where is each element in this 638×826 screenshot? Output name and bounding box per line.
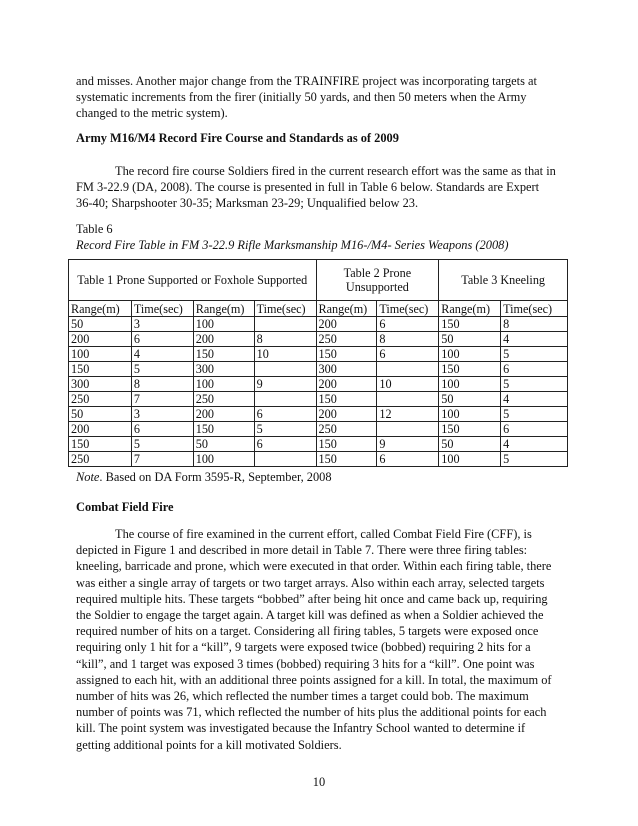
text-line: 36-40; Sharpshooter 30-35; Marksman 23-29; Unqualified below 23.	[76, 196, 419, 211]
table-cell: 200	[193, 332, 254, 347]
table-cell: 8	[254, 332, 316, 347]
column-header: Range(m)	[439, 301, 501, 317]
table-cell: 7	[131, 452, 193, 467]
table-cell: 5	[501, 407, 568, 422]
table-cell: 150	[193, 422, 254, 437]
table-cell: 50	[193, 437, 254, 452]
table-cell: 100	[69, 347, 132, 362]
table-row	[69, 332, 568, 347]
table-cell: 6	[501, 362, 568, 377]
table-cell: 300	[316, 362, 377, 377]
table-note	[76, 470, 332, 485]
table-cell: 250	[316, 332, 377, 347]
table-cell: 6	[131, 332, 193, 347]
table-cell: 150	[316, 452, 377, 467]
table-row	[69, 362, 568, 377]
table-cell: 6	[377, 317, 439, 332]
record-fire-table	[68, 259, 568, 467]
table-cell: 5	[501, 347, 568, 362]
group-header-table1: Table 1 Prone Supported or Foxhole Supported	[69, 260, 317, 301]
table-cell: 4	[501, 437, 568, 452]
text-line: kneeling, barricade and prone, which were executed in that order. Within each firing table, there	[76, 559, 552, 574]
table-cell	[254, 317, 316, 332]
text-line: kill. The point system was investigated because the Infantry School wanted to determine if	[76, 721, 526, 736]
page-number: 10	[312, 775, 326, 789]
table-cell: 250	[193, 392, 254, 407]
text-line: requiring only 1 hit for a “kill”, 9 targets were exposed twice (bobbed) requiring 2 hits for a	[76, 640, 531, 655]
table-row	[69, 377, 568, 392]
table-cell: 5	[501, 452, 568, 467]
column-header: Time(sec)	[501, 301, 568, 317]
section-heading-combat-field-fire: Combat Field Fire	[76, 500, 174, 514]
table-cell: 6	[377, 347, 439, 362]
text-line: changed to the metric system).	[76, 106, 228, 121]
table-cell: 50	[439, 332, 501, 347]
text-line: assigned to each hit, with an additional three points assigned for a kill. In total, the maximum of	[76, 672, 552, 687]
table-cell: 150	[193, 347, 254, 362]
group-header-table2: Table 2 Prone Unsupported	[316, 260, 439, 301]
table-cell: 50	[439, 392, 501, 407]
table-cell: 100	[193, 377, 254, 392]
note-label: Note	[76, 470, 100, 484]
table-cell: 8	[131, 377, 193, 392]
table-row	[69, 422, 568, 437]
table-row	[69, 347, 568, 362]
table-cell	[254, 392, 316, 407]
text-line: required number of hits on a target. Considering all firing tables, 5 targets were exposed once	[76, 624, 539, 639]
text-line: “kill”, and 1 target was exposed 3 times (bobbed) requiring 3 hits for a “kill”. One point was	[76, 656, 535, 671]
table-cell: 150	[439, 317, 501, 332]
text-line: was either a single array of targets or two target arrays. Also within each array, selected targets	[76, 575, 545, 590]
table-row	[69, 452, 568, 467]
table-cell: 100	[439, 407, 501, 422]
column-header: Time(sec)	[131, 301, 193, 317]
table-cell: 200	[316, 317, 377, 332]
section-heading-record-fire: Army M16/M4 Record Fire Course and Standards as of 2009	[76, 131, 399, 145]
text-line: systematic increments from the firer (initially 50 yards, and then 50 meters when the Army	[76, 90, 527, 105]
table-cell: 250	[69, 452, 132, 467]
table-cell: 300	[69, 377, 132, 392]
table-cell: 150	[316, 437, 377, 452]
table-cell	[254, 362, 316, 377]
table-caption: Record Fire Table in FM 3-22.9 Rifle Marksmanship M16-/M4- Series Weapons (2008)	[76, 238, 509, 252]
group-header-table3: Table 3 Kneeling	[439, 260, 568, 301]
table-cell: 150	[316, 392, 377, 407]
text-line: number of hits was 26, which reflected the number times a target could bob. The maximum	[76, 689, 529, 704]
table-cell: 3	[131, 407, 193, 422]
table-cell: 10	[254, 347, 316, 362]
text-line: and misses. Another major change from the TRAINFIRE project was incorporating targets at	[76, 74, 537, 88]
column-header: Time(sec)	[254, 301, 316, 317]
table-cell: 8	[377, 332, 439, 347]
table-row	[69, 407, 568, 422]
table-cell: 9	[377, 437, 439, 452]
text-line: getting additional points for a kill motivated Soldiers.	[76, 737, 342, 752]
table-cell: 250	[69, 392, 132, 407]
table-cell: 6	[131, 422, 193, 437]
table-cell: 8	[501, 317, 568, 332]
column-header: Range(m)	[69, 301, 132, 317]
table-cell: 4	[501, 332, 568, 347]
table-cell: 3	[131, 317, 193, 332]
text-line: the Soldier to engage the target again. A target kill was defined as when a Soldier achieved the	[76, 608, 544, 623]
table-cell: 7	[131, 392, 193, 407]
table-cell	[377, 362, 439, 377]
table-cell	[377, 392, 439, 407]
table-cell: 10	[377, 377, 439, 392]
table-label: Table 6	[76, 222, 113, 236]
table-cell: 250	[316, 422, 377, 437]
table-cell: 100	[193, 317, 254, 332]
table-cell: 4	[501, 392, 568, 407]
table-cell	[377, 422, 439, 437]
table-row	[69, 392, 568, 407]
table-cell: 150	[439, 422, 501, 437]
intro-paragraph	[76, 73, 566, 122]
table-cell: 6	[501, 422, 568, 437]
table-cell: 100	[439, 347, 501, 362]
table-cell	[254, 452, 316, 467]
table-cell: 5	[254, 422, 316, 437]
column-header: Range(m)	[316, 301, 377, 317]
table-cell: 100	[439, 452, 501, 467]
table-cell: 50	[439, 437, 501, 452]
table-cell: 50	[69, 407, 132, 422]
table-cell: 9	[254, 377, 316, 392]
table-cell: 5	[131, 437, 193, 452]
table-cell: 150	[439, 362, 501, 377]
note-text: . Based on DA Form 3595-R, September, 2008	[99, 470, 332, 484]
table-row	[69, 317, 568, 332]
text-line: required multiple hits. These targets “bobbed” after being hit once and came back up, requiring	[76, 591, 548, 606]
table-cell: 6	[254, 437, 316, 452]
text-line: The record fire course Soldiers fired in the current research effort was the same as that in	[115, 164, 556, 178]
table-cell: 150	[316, 347, 377, 362]
table-cell: 200	[316, 407, 377, 422]
table-cell: 150	[69, 437, 132, 452]
table-cell: 200	[316, 377, 377, 392]
table-group-row	[69, 260, 568, 301]
table-cell: 12	[377, 407, 439, 422]
text-line: FM 3-22.9 (DA, 2008). The course is presented in full in Table 6 below. Standards are Expert	[76, 180, 540, 195]
table-cell: 200	[69, 332, 132, 347]
table-cell: 300	[193, 362, 254, 377]
table-cell: 6	[377, 452, 439, 467]
table-row	[69, 437, 568, 452]
table-cell: 100	[193, 452, 254, 467]
table-cell: 50	[69, 317, 132, 332]
table-header-row	[69, 301, 568, 317]
table-cell: 150	[69, 362, 132, 377]
table-cell: 6	[254, 407, 316, 422]
text-line: number of points was 71, which reflected the number of hits plus the additional points for each	[76, 705, 547, 720]
table-cell: 200	[193, 407, 254, 422]
table-cell: 5	[131, 362, 193, 377]
record-fire-paragraph	[76, 163, 566, 212]
text-line: The course of fire examined in the current effort, called Combat Field Fire (CFF), is	[115, 527, 532, 541]
combat-field-fire-paragraph	[76, 526, 571, 753]
text-line: depicted in Figure 1 and described in more detail in Table 7. There were three firing tables:	[76, 543, 528, 558]
table-cell: 5	[501, 377, 568, 392]
column-header: Range(m)	[193, 301, 254, 317]
table-cell: 200	[69, 422, 132, 437]
table-cell: 100	[439, 377, 501, 392]
table-cell: 4	[131, 347, 193, 362]
column-header: Time(sec)	[377, 301, 439, 317]
